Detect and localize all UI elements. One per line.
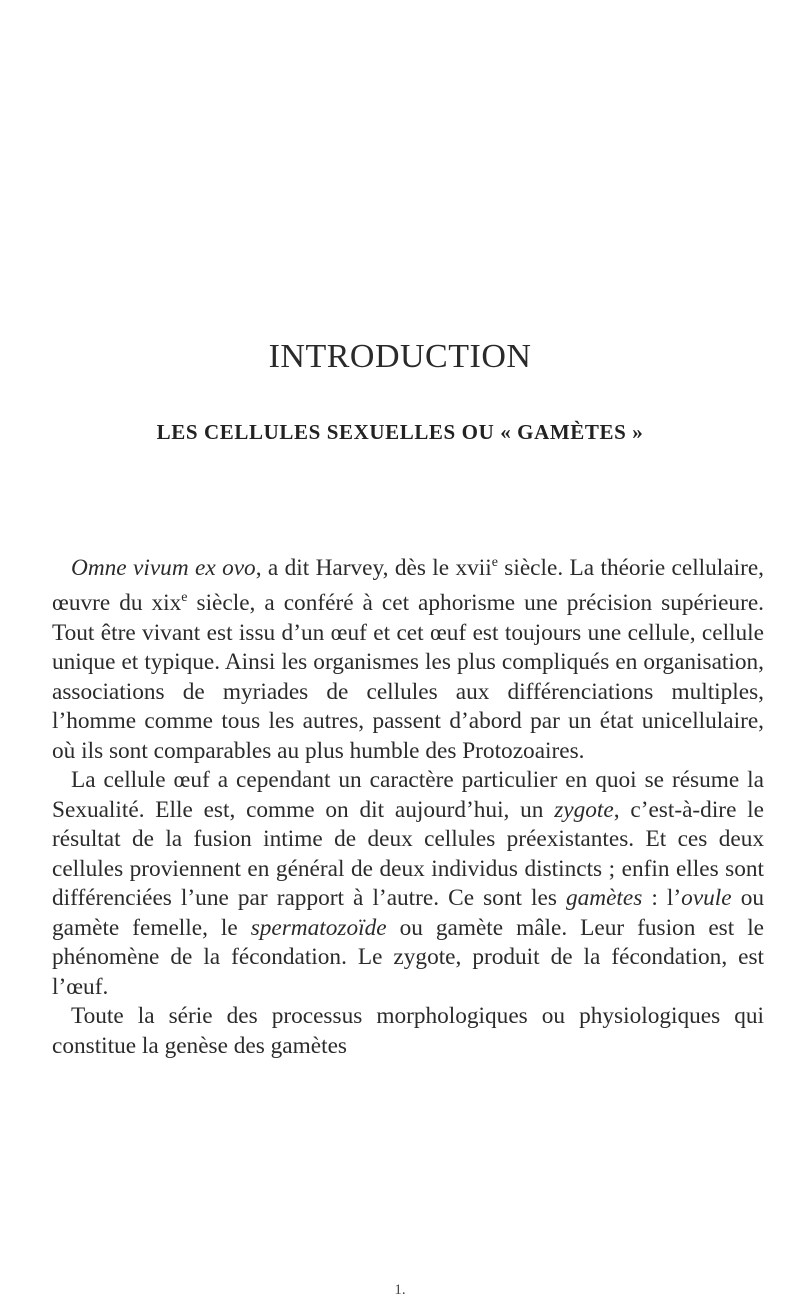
paragraph-2: La cellule œuf a cependant un caractère particulier en quoi se résume la Sexualité. Elle est, comme on dit aujourd’hui, un zygote, c’est-à-dire le résultat de la fusion intime de deux cellules préexistantes. Et ces deux cellules proviennent en général de deux individus distincts ; enfin elles sont différenciées l’une par rapport à l’autre. Ce sont les gamètes : l’ovule ou gamète femelle, le spermatozoïde ou gamète mâle. Leur fusion est le phénomène de la fécondation. Le zygote, produit de la fécondation, est l’œuf. xyxy=(52,767,765,1000)
section-title: LES CELLULES SEXUELLES OU « GAMÈTES » xyxy=(156,420,644,444)
term-zygote: zygote xyxy=(554,796,614,823)
term-spermatozoide: spermatozoïde xyxy=(250,914,387,941)
term-ovule: ovule xyxy=(681,885,732,912)
paragraph-3: Toute la série des processus morphologiques ou physiologiques qui constitue la genèse des gamètes xyxy=(52,1003,764,1059)
latin-aphorism: Omne vivum ex ovo xyxy=(71,554,256,581)
term-gametes: gamètes xyxy=(565,885,643,912)
body-text xyxy=(52,548,764,1061)
paragraph-1: Omne vivum ex ovo, a dit Harvey, dès le xvii$^e$ siècle. La théorie cellulaire, œuvre du xix$^e$ siècle, a conféré à cet aphorisme une précision supérieure. Tout être vivant est issu d’un œuf et cet œuf est toujours une cellule, cellule unique et typique. Ainsi les organismes les plus compliqués en organisation, associations de myriades de cellules aux différenciations multiples, l’homme comme tous les autres, passent d’abord par un état unicellulaire, où ils sont comparables au plus humble des Protozoaires. xyxy=(52,554,765,764)
page-number: 1. xyxy=(394,1282,406,1298)
chapter-title: INTRODUCTION xyxy=(268,338,532,375)
